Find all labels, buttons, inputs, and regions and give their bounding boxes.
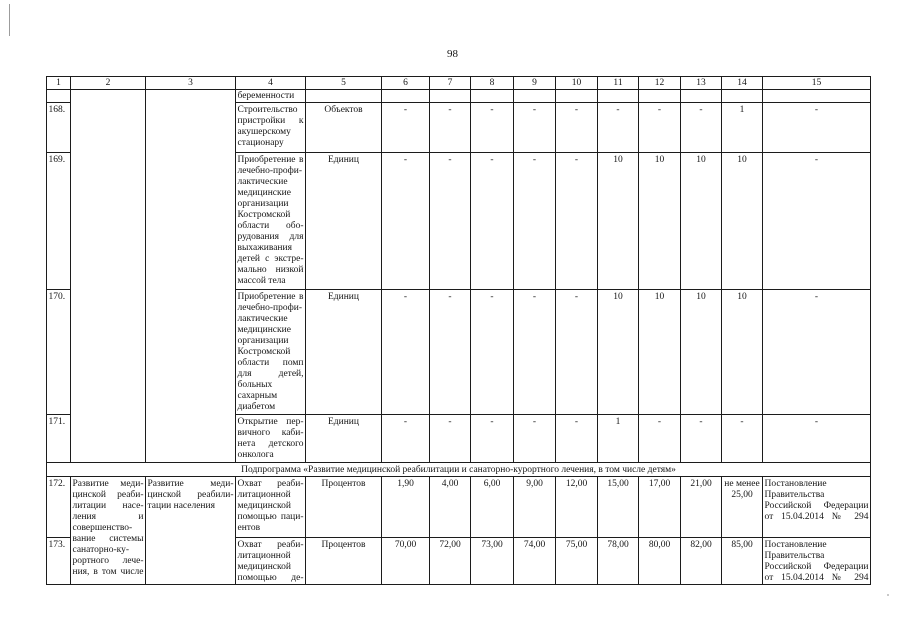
text-line: медицинские: [237, 188, 291, 198]
empty-cell: [681, 90, 722, 103]
goal-cell: [71, 477, 146, 585]
value-col9: -: [514, 103, 556, 153]
empty-cell: [763, 90, 871, 103]
text-line: нета детского: [237, 439, 304, 449]
column-number: 5: [306, 77, 382, 90]
text-line: Приобретение в: [237, 292, 304, 302]
value-col7: -: [430, 153, 471, 290]
value-col10: -: [556, 415, 598, 463]
indicator-cell: [236, 90, 306, 103]
text-line: лактические: [237, 177, 288, 187]
empty-cell: [639, 90, 681, 103]
value-col6: -: [382, 153, 430, 290]
row-number: 173.: [47, 538, 71, 585]
page-number: 98: [447, 48, 458, 60]
target-cell: [722, 477, 763, 538]
value-col8: 6,00: [471, 477, 514, 538]
text-line: области обо-: [237, 221, 304, 231]
text-line: Правительства: [764, 490, 825, 500]
column-number: 12: [639, 77, 681, 90]
text-line: Российской Федерации: [764, 562, 869, 572]
text-line: санаторно-ку-: [72, 545, 130, 555]
source-cell: -: [763, 153, 871, 290]
value-col8: -: [471, 103, 514, 153]
text-line: Развитие меди-: [147, 479, 234, 489]
source-cell: -: [763, 290, 871, 415]
text-line: выхаживания: [237, 243, 292, 253]
text-line: ентов: [237, 523, 261, 533]
empty-cell: [556, 90, 598, 103]
text-line: Костромской: [237, 210, 291, 220]
text-line: от 15.04.2014 № 294: [764, 573, 869, 583]
subprogram-title: Подпрограмма «Развитие медицинской реабилитации и санаторно-курортного лечения, в том числе детям»: [47, 463, 871, 477]
text-line: Постановление: [764, 479, 827, 489]
text-line: помощью де-: [237, 573, 304, 583]
value-col8: -: [471, 290, 514, 415]
column-number: 8: [471, 77, 514, 90]
column-number: 2: [71, 77, 146, 90]
unit-cell: Процентов: [306, 538, 382, 585]
text-line: Постановление: [764, 540, 827, 550]
source-cell: [763, 477, 871, 538]
empty-cell: [514, 90, 556, 103]
column-number: 14: [722, 77, 763, 90]
text-line: тации населения: [147, 501, 215, 511]
text-line: Охват реаби-: [237, 540, 304, 550]
row-number: 169.: [47, 153, 71, 290]
column-number: 1: [47, 77, 71, 90]
text-line: онколога: [237, 450, 274, 460]
value-col7: 72,00: [430, 538, 471, 585]
value-col6: 1,90: [382, 477, 430, 538]
indicator-cell: [236, 415, 306, 463]
text-line: Костромской: [237, 347, 291, 357]
column-number: 11: [598, 77, 639, 90]
indicator-cell: [236, 538, 306, 585]
unit-cell: Единиц: [306, 153, 382, 290]
value-col11: -: [598, 103, 639, 153]
target-cell: 85,00: [722, 538, 763, 585]
text-line: мально низкой: [237, 265, 304, 275]
row-number: 172.: [47, 477, 71, 538]
value-col9: -: [514, 290, 556, 415]
target-cell: 10: [722, 290, 763, 415]
text-line: беременности: [237, 91, 295, 101]
value-col8: -: [471, 415, 514, 463]
task-cell-continued: [146, 90, 236, 463]
text-line: Охват реаби-: [237, 479, 304, 489]
column-number: 9: [514, 77, 556, 90]
value-col9: -: [514, 153, 556, 290]
indicator-cell: [236, 103, 306, 153]
value-col11: 78,00: [598, 538, 639, 585]
row-number: 171.: [47, 415, 71, 463]
row-number: 170.: [47, 290, 71, 415]
value-col7: -: [430, 415, 471, 463]
column-numbers-row: [47, 77, 871, 90]
text-line: вичного каби-: [237, 428, 304, 438]
value-col12: 17,00: [639, 477, 681, 538]
column-number: 10: [556, 77, 598, 90]
empty-cell: [722, 90, 763, 103]
target-cell: 1: [722, 103, 763, 153]
row-number-cell-empty: [47, 90, 71, 103]
text-line: лактические: [237, 314, 288, 324]
value-col11: 15,00: [598, 477, 639, 538]
column-number: 15: [763, 77, 871, 90]
value-col10: -: [556, 153, 598, 290]
text-line: для детей,: [237, 369, 304, 379]
value-col13: -: [681, 415, 722, 463]
text-line: детей с экстре-: [237, 254, 304, 264]
value-col11: 1: [598, 415, 639, 463]
column-number: 7: [430, 77, 471, 90]
indicator-cell: [236, 477, 306, 538]
source-cell: -: [763, 103, 871, 153]
text-line: цинской реабили-: [147, 490, 234, 500]
text-line: цинской реаби-: [72, 490, 144, 500]
unit-cell: Процентов: [306, 477, 382, 538]
column-number: 13: [681, 77, 722, 90]
empty-cell: [430, 90, 471, 103]
text-line: пристройки к: [237, 116, 304, 126]
value-col6: -: [382, 415, 430, 463]
text-line: акушерскому: [237, 127, 291, 137]
source-cell: [763, 538, 871, 585]
empty-cell: [306, 90, 382, 103]
value-col13: -: [681, 103, 722, 153]
empty-cell: [471, 90, 514, 103]
table-row: [47, 477, 871, 538]
text-line: литационной: [237, 551, 291, 561]
row-number: 168.: [47, 103, 71, 153]
value-col12: 10: [639, 153, 681, 290]
target-cell: 10: [722, 153, 763, 290]
text-line: помощью паци-: [237, 512, 304, 522]
text-line: организации: [237, 199, 289, 209]
text-line: области помп: [237, 358, 304, 368]
value-col10: -: [556, 290, 598, 415]
continuation-row: [47, 90, 871, 103]
target-cell: -: [722, 415, 763, 463]
value-col8: 73,00: [471, 538, 514, 585]
value-col11: 10: [598, 290, 639, 415]
indicator-cell: [236, 290, 306, 415]
text-line: рортного лече-: [72, 556, 144, 566]
text-line: 25,00: [731, 490, 753, 500]
text-line: ния, в том числе: [72, 567, 144, 577]
value-col6: -: [382, 290, 430, 415]
task-cell: [146, 477, 236, 585]
scan-speck: [887, 594, 889, 596]
value-col12: 80,00: [639, 538, 681, 585]
text-line: больных: [237, 380, 273, 390]
value-col12: -: [639, 103, 681, 153]
text-line: Приобретение в: [237, 155, 304, 165]
text-line: ления и: [72, 512, 144, 522]
empty-cell: [382, 90, 430, 103]
indicator-cell: [236, 153, 306, 290]
text-line: медицинские: [237, 325, 291, 335]
text-line: Правительства: [764, 551, 825, 561]
value-col10: 12,00: [556, 477, 598, 538]
column-number: 4: [236, 77, 306, 90]
value-col10: -: [556, 103, 598, 153]
value-col7: 4,00: [430, 477, 471, 538]
value-col9: -: [514, 415, 556, 463]
source-cell: -: [763, 415, 871, 463]
text-line: Строительство: [237, 105, 298, 115]
text-line: стационару: [237, 138, 284, 148]
text-line: не менее: [724, 479, 760, 489]
column-number: 6: [382, 77, 430, 90]
text-line: лечебно-профи-: [237, 303, 303, 313]
text-line: лечебно-профи-: [237, 166, 303, 176]
value-col13: 10: [681, 153, 722, 290]
scan-artifact: [9, 4, 10, 36]
text-line: рудования для: [237, 232, 304, 242]
unit-cell: Единиц: [306, 290, 382, 415]
text-line: литации насе-: [72, 501, 144, 511]
text-line: медицинской: [237, 562, 291, 572]
value-col13: 10: [681, 290, 722, 415]
unit-cell: Единиц: [306, 415, 382, 463]
column-number: 3: [146, 77, 236, 90]
unit-cell: Объектов: [306, 103, 382, 153]
text-line: от 15.04.2014 № 294: [764, 512, 869, 522]
goal-cell-continued: [71, 90, 146, 463]
value-col9: 9,00: [514, 477, 556, 538]
text-line: Развитие меди-: [72, 479, 144, 489]
text-line: диабетом: [237, 402, 276, 412]
value-col9: 74,00: [514, 538, 556, 585]
text-line: медицинской: [237, 501, 291, 511]
value-col8: -: [471, 153, 514, 290]
text-line: массой тела: [237, 276, 286, 286]
text-line: Открытие пер-: [237, 417, 304, 427]
value-col13: 82,00: [681, 538, 722, 585]
text-line: вание системы: [72, 534, 144, 544]
value-col12: -: [639, 415, 681, 463]
empty-cell: [598, 90, 639, 103]
indicators-table: [46, 76, 871, 585]
value-col11: 10: [598, 153, 639, 290]
value-col7: -: [430, 290, 471, 415]
value-col6: -: [382, 103, 430, 153]
value-col7: -: [430, 103, 471, 153]
text-line: литационной: [237, 490, 291, 500]
value-col10: 75,00: [556, 538, 598, 585]
value-col13: 21,00: [681, 477, 722, 538]
text-line: Российской Федерации: [764, 501, 869, 511]
text-line: сахарным: [237, 391, 278, 401]
text-line: организации: [237, 336, 289, 346]
value-col12: 10: [639, 290, 681, 415]
value-col6: 70,00: [382, 538, 430, 585]
subprogram-row: [47, 463, 871, 477]
text-line: совершенство-: [72, 523, 133, 533]
